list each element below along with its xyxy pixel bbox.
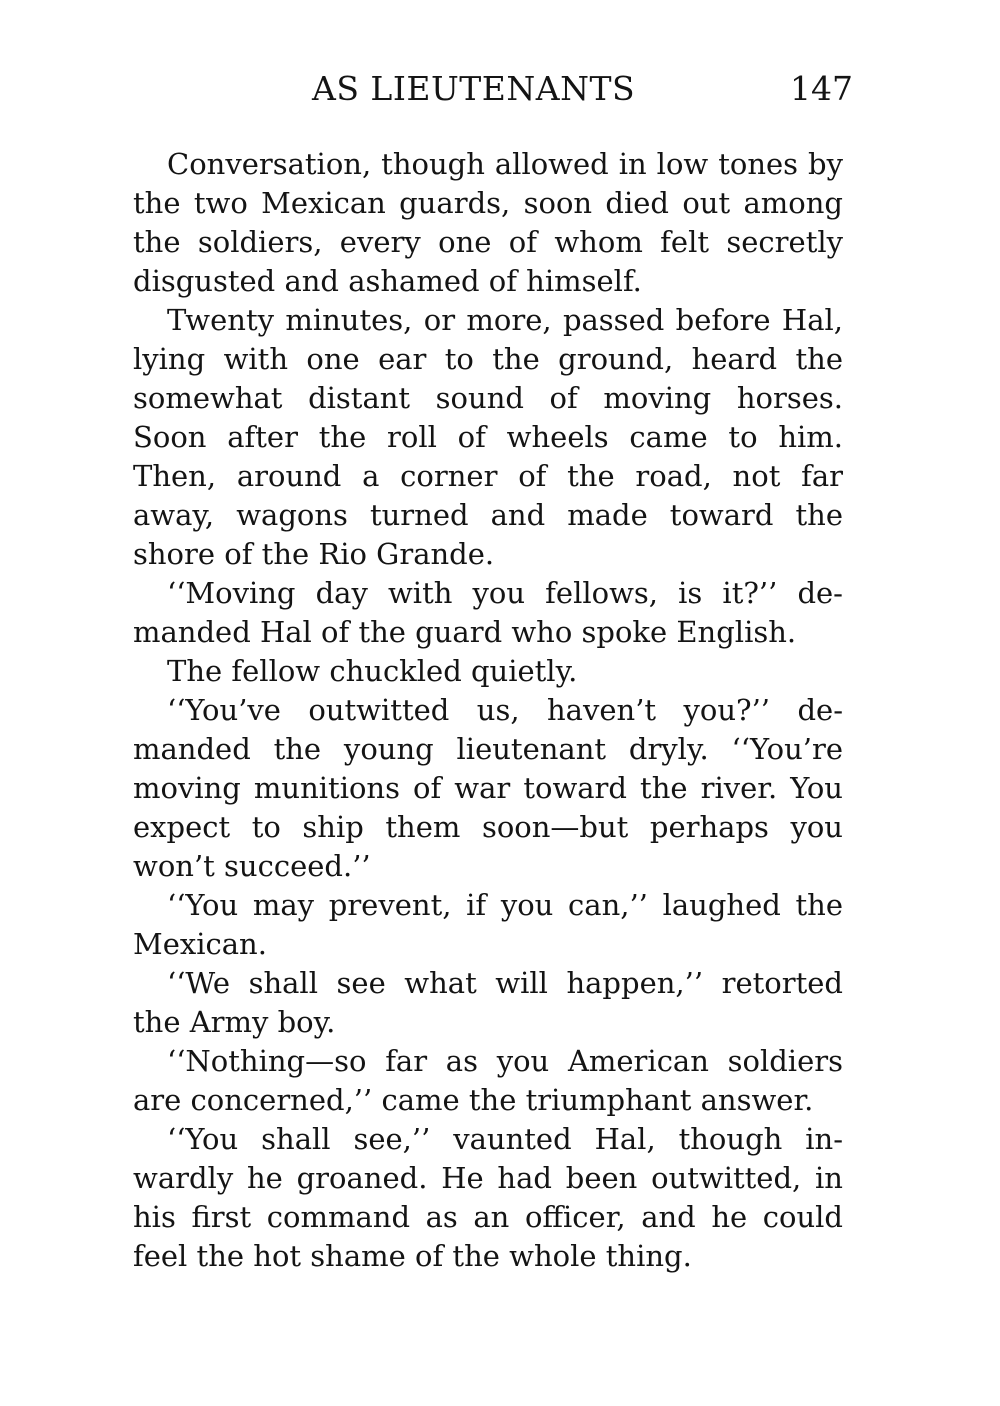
- text-line: manded Hal of the guard who spoke English.: [133, 615, 797, 649]
- text-line: the two Mexican guards, soon died out among: [133, 186, 843, 220]
- text-line: expect to ship them soon—but perhaps you: [133, 810, 843, 844]
- body-text: [133, 145, 843, 1276]
- text-line: Mexican.: [133, 927, 267, 961]
- text-line: moving munitions of war toward the river. You: [133, 771, 843, 805]
- text-line: Then, around a corner of the road, not far: [133, 459, 843, 493]
- text-line: lying with one ear to the ground, heard the: [133, 342, 843, 376]
- text-line: Twenty minutes, or more, passed before Hal,: [167, 303, 843, 337]
- text-line: disgusted and ashamed of himself.: [133, 264, 642, 298]
- text-line: ‘‘Nothing—so far as you American soldiers: [167, 1044, 843, 1078]
- text-line: won’t succeed.’’: [133, 849, 371, 883]
- text-line: away, wagons turned and made toward the: [133, 498, 843, 532]
- text-line: ‘‘You shall see,’’ vaunted Hal, though in-: [167, 1122, 843, 1156]
- text-line: ‘‘You may prevent, if you can,’’ laughed the: [167, 888, 843, 922]
- text-line: feel the hot shame of the whole thing.: [133, 1239, 692, 1273]
- text-line: wardly he groaned. He had been outwitted, in: [133, 1161, 843, 1195]
- text-line: The fellow chuckled quietly.: [167, 654, 578, 688]
- text-line: somewhat distant sound of moving horses.: [133, 381, 843, 415]
- page-number: 147: [790, 69, 853, 108]
- text-line: manded the young lieutenant dryly. ‘‘You’re: [133, 732, 843, 766]
- text-line: his first command as an officer, and he could: [133, 1200, 843, 1234]
- text-line: Conversation, though allowed in low tones by: [167, 147, 843, 181]
- text-line: the Army boy.: [133, 1005, 336, 1039]
- text-line: are concerned,’’ came the triumphant answer.: [133, 1083, 814, 1117]
- text-line: shore of the Rio Grande.: [133, 537, 495, 571]
- running-head: AS LIEUTENANTS: [312, 69, 636, 108]
- text-line: ‘‘We shall see what will happen,’’ retorted: [167, 966, 843, 1000]
- text-line: ‘‘Moving day with you fellows, is it?’’ de-: [167, 576, 843, 610]
- text-line: ‘‘You’ve outwitted us, haven’t you?’’ de-: [167, 693, 843, 727]
- text-line: Soon after the roll of wheels came to him.: [133, 420, 843, 454]
- text-line: the soldiers, every one of whom felt secretly: [133, 225, 843, 259]
